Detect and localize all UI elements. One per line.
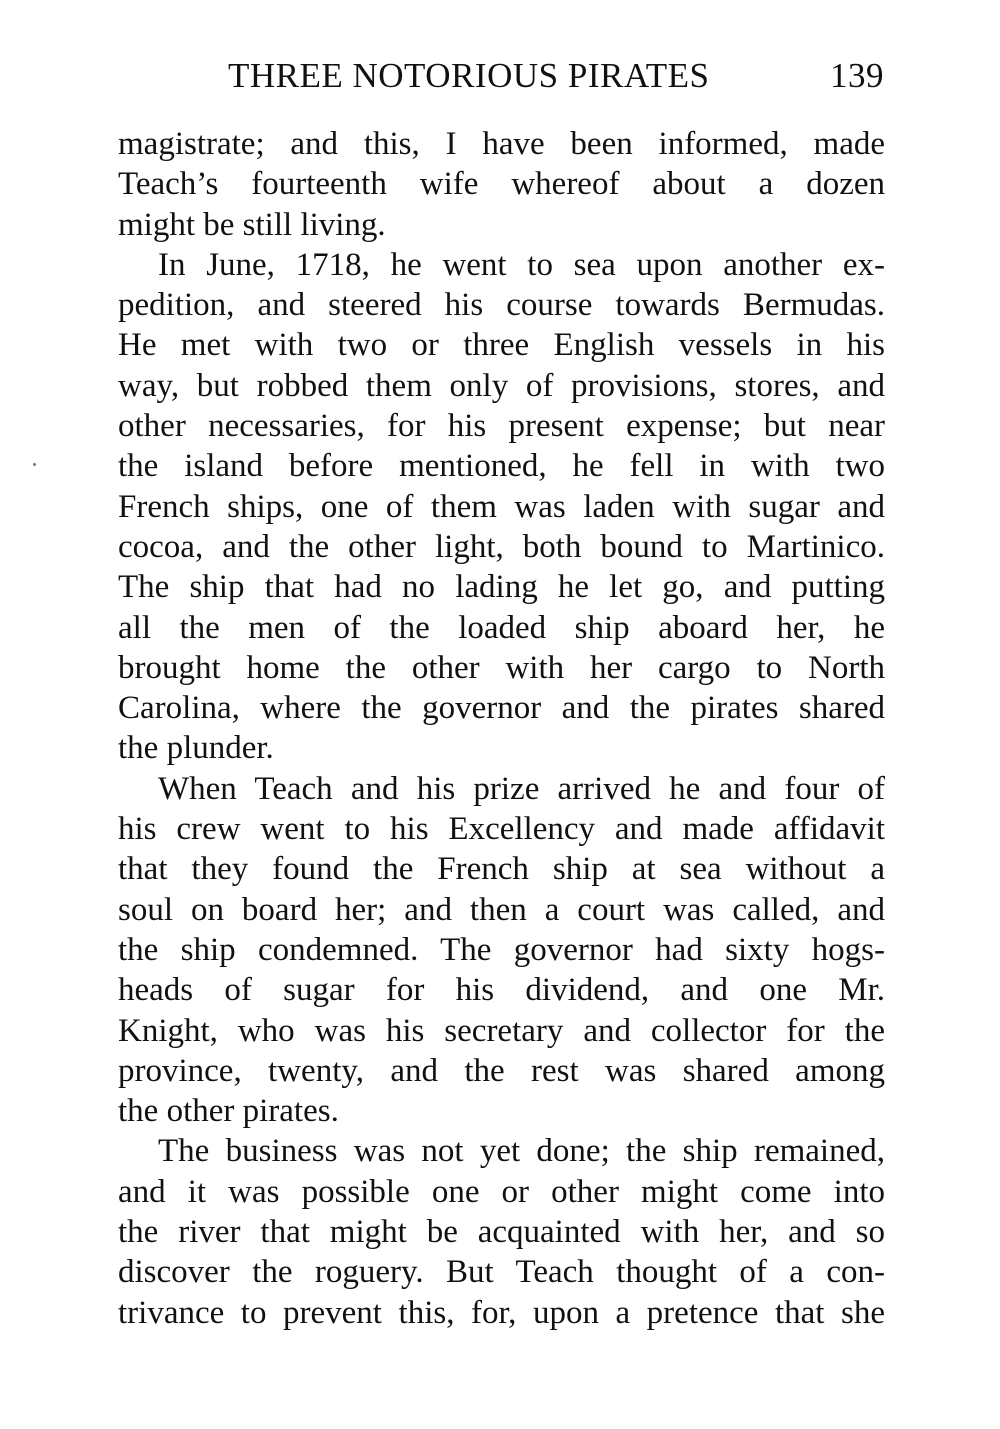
body-text [118,124,885,1333]
text-line: magistrate; and this, I have been informed, made [118,126,885,162]
text-line: Teach’s fourteenth wife whereof about a dozen [118,166,885,203]
text-line: He met with two or three English vessels in his [118,327,885,364]
text-line: way, but robbed them only of provisions, stores, and [118,367,885,404]
text-line: In June, 1718, he went to sea upon another ex- [158,246,885,283]
text-line: and it was possible one or other might come into [118,1173,885,1210]
text-line: his crew went to his Excellency and made affidavit [118,811,885,848]
text-line: that they found the French ship at sea without a [118,851,885,888]
page-number: 139 [830,56,884,95]
running-title: THREE NOTORIOUS PIRATES [228,56,710,95]
text-line: the plunder. [118,730,274,767]
text-line: province, twenty, and the rest was shared among [118,1052,885,1089]
text-line: heads of sugar for his dividend, and one Mr. [118,972,885,1009]
text-line: pedition, and steered his course towards Bermudas. [118,287,885,324]
text-line: the other pirates. [118,1093,339,1130]
text-line: discover the roguery. But Teach thought of a con- [118,1254,885,1291]
text-line: brought home the other with her cargo to North [118,649,885,686]
text-line: all the men of the loaded ship aboard her, he [118,609,885,646]
text-line: The ship that had no lading he let go, and putting [118,569,885,606]
text-line: Knight, who was his secretary and collector for the [118,1012,885,1049]
stray-ink-mark [33,463,36,466]
text-line: the ship condemned. The governor had sixty hogs- [118,931,885,968]
text-line: cocoa, and the other light, both bound to Martinico. [118,528,885,565]
text-line: French ships, one of them was laden with sugar and [118,488,885,525]
text-line: soul on board her; and then a court was called, and [118,891,885,928]
text-line: other necessaries, for his present expense; but near [118,408,885,445]
text-line: When Teach and his prize arrived he and four of [158,770,885,807]
text-line: the river that might be acquainted with her, and so [118,1214,885,1251]
running-head [228,52,884,100]
text-line: the island before mentioned, he fell in with two [118,448,885,485]
text-line: trivance to prevent this, for, upon a pretence that she [118,1294,885,1331]
text-line: might be still living. [118,206,386,243]
text-line: Carolina, where the governor and the pirates shared [118,690,885,727]
text-line: The business was not yet done; the ship remained, [158,1133,885,1170]
